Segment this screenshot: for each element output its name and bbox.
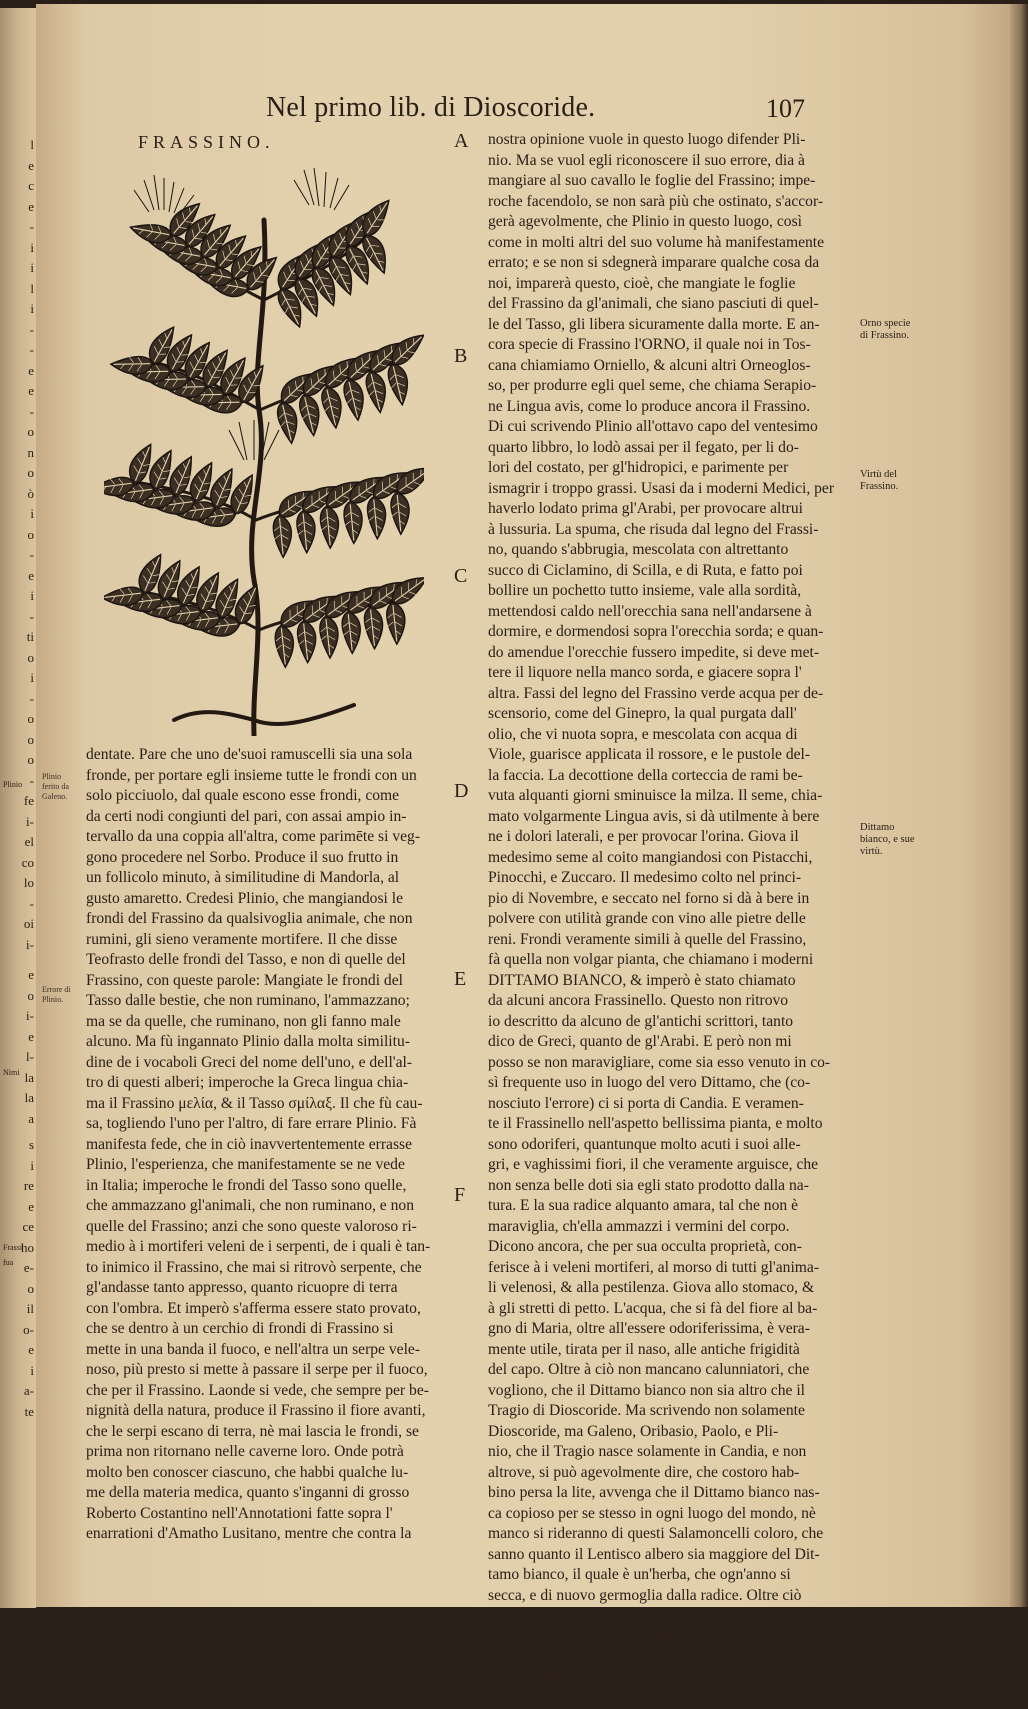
previous-page-fragment: i	[30, 670, 34, 685]
previous-page-fragment: -	[29, 321, 34, 337]
left-column-line: che se dentro à un cerchio di frondi di Frassino si	[86, 1320, 394, 1337]
right-column-line: bollire un pochetto tutto insieme, vale alla sordità,	[488, 582, 802, 599]
previous-page-fragment: l	[30, 280, 34, 296]
left-column-line: un follicolo minuto, à similitudine di Mandorla, al	[86, 869, 400, 886]
previous-page-fragment: l-	[26, 1049, 34, 1064]
left-column-line: sa, togliendo l'uno per l'altro, di fare errare Plinio. Fà	[86, 1115, 417, 1132]
left-column-line: Tasso dalle bestie, che non ruminano, l'ammazzano;	[86, 992, 410, 1009]
right-margin-note-line: Virtù del	[860, 469, 897, 480]
right-column-line: le del Tasso, gli libera sicuramente dalla morte. E an-	[488, 315, 820, 333]
previous-page-fragment: -	[29, 895, 34, 911]
right-column-line: gno di Maria, oltre all'essere odoriferissima, è vera-	[488, 1320, 810, 1337]
leaf	[320, 506, 339, 548]
previous-page-fragment: e	[28, 1028, 34, 1044]
right-column-line: ferisce à i veleni mortiferi, al morso di tutti gl'anima-	[488, 1258, 820, 1276]
right-column-line: del capo. Oltre à ciò non mancano calunniatori, che	[488, 1361, 810, 1378]
right-column-line: Tragio di Dioscoride. Ma scrivendo non solamente	[488, 1402, 805, 1419]
right-column-line: li velenosi, & alla pestilenza. Giova allo stomaco, &	[488, 1279, 815, 1296]
page-number: 107	[766, 94, 805, 123]
previous-page-fragment: e	[28, 567, 34, 583]
margin-letter: A	[454, 130, 469, 152]
previous-page-fragment: a-	[23, 1383, 34, 1398]
right-margin-note-line: virtù.	[860, 846, 883, 857]
previous-page-fragment: e	[28, 157, 34, 173]
previous-page-fragment: te	[24, 1403, 34, 1419]
left-column-line: che per il Frassino. Laonde si vede, che sempre per be-	[86, 1381, 429, 1399]
previous-page-fragment: -	[29, 342, 34, 357]
right-column-line: mile al Lentisco, così nel frutto, come nelle foglie,	[488, 1627, 803, 1645]
left-column-line: Teofrasto delle frondi del Tasso, e non di quelle del	[86, 951, 406, 968]
right-column-line: mangiare al suo cavallo le foglie del Frassino; impe-	[488, 172, 816, 189]
right-column-line: succo di Ciclamino, di Scilla, e di Ruta, e fatto poi	[488, 561, 803, 579]
previous-page-fragment: ho	[21, 1239, 34, 1255]
left-column-line: che ammazzano gl'animali, che non ruminano, e non	[86, 1197, 414, 1214]
right-column-line: reni. Frondi veramente simili à quelle del Frassino,	[488, 930, 807, 948]
leaf	[297, 620, 316, 663]
right-margin-note-line: bianco, e sue	[860, 834, 915, 845]
right-column-line: dico de Greci, quanto de gl'Arabi. E però non mi	[488, 1033, 792, 1050]
left-column-line: tro di questi alberi; imperoche la Greca lingua chia-	[86, 1074, 409, 1091]
right-column-line: altrove, si può agevolmente dire, che costoro hab-	[488, 1463, 800, 1481]
left-column-line: enarrationi d'Amatho Lusitano, mentre che contra la	[86, 1525, 412, 1542]
right-column-line: ne Lingua avis, come lo produce ancora il Frassino.	[488, 397, 811, 415]
left-margin-note-line: Plinio	[42, 772, 62, 781]
right-column-line: Pinocchi, e Zuccaro. Il medesimo colto nel princi-	[488, 869, 802, 886]
right-column-line: scensorio, come del Ginepro, la qual purgata dall'	[488, 705, 797, 722]
previous-page-fragment: fe	[23, 793, 34, 808]
right-column-line: sono odoriferi, quantunque molto acuti i suoi alle-	[488, 1135, 801, 1153]
previous-page-fragment: oi	[23, 916, 34, 931]
right-column-line: silique,	[488, 1689, 534, 1706]
left-column-line: me della materia medica, quanto s'inganni di grosso	[86, 1484, 410, 1501]
right-column-line: sì frequente uso in luogo del vero Dittamo, che (co-	[488, 1074, 811, 1091]
right-column-line: cora specie di Frassino l'ORNO, il quale noi in Tos-	[488, 336, 811, 353]
previous-page-fragment: el	[24, 834, 34, 849]
right-margin-note-line: Dittamo	[860, 822, 895, 833]
left-margin-note-line: Plinio.	[42, 995, 64, 1004]
leaf	[297, 511, 316, 553]
previous-page-fragment: o	[27, 752, 34, 767]
right-column-line: maraviglia, ch'ella ammazzi i vermini del corpo.	[488, 1217, 790, 1235]
left-column-line: Frassino, con queste parole: Mangiate le frondi del	[86, 971, 403, 989]
previous-page-fragment: il	[26, 1301, 34, 1316]
previous-page-fragment: -	[29, 547, 34, 562]
right-column-line: nosciuto l'errore) ci si porta di Candia. E veramen-	[488, 1094, 804, 1112]
right-column-line: do amendue l'orecchie fussero impedite, si deve met-	[488, 643, 820, 661]
previous-page-edge	[0, 8, 36, 1608]
right-column-line: gri, e vaghissimi fiori, il che veramente arguisce, che	[488, 1156, 819, 1173]
right-column-line: nostra opinione vuole in questo luogo difender Pli-	[488, 131, 806, 148]
left-column-line: da certi nodi congiunti del pari, con assai ampio in-	[86, 807, 407, 825]
previous-page-fragment: i-	[26, 936, 34, 952]
left-column-line: gl'andasse tanto appresso, quanto ricuopre di terra	[86, 1279, 398, 1296]
left-column-line: gono procedere nel Sorbo. Produce il suo frutto in	[86, 848, 399, 866]
left-column-line: solo picciuolo, dal quale escono esse frondi, come	[86, 787, 400, 804]
left-column-line: medio à i mortiferi veleni de i serpenti, de i quali è tan-	[86, 1238, 431, 1255]
previous-page-fragment: o-	[23, 1321, 34, 1337]
right-column-line: come in molti altri del suo volume hà manifestamente	[488, 233, 825, 251]
right-column-line: mettendosi caldo nell'orecchia sana nell'andarsene à	[488, 602, 812, 620]
ash-tree-woodcut-illustration	[104, 160, 424, 736]
previous-page-fragment: re	[23, 1178, 34, 1193]
left-column-line: ma se da quelle, che ruminano, non gli fanno male	[86, 1012, 401, 1030]
previous-page-fragment: la	[24, 1090, 34, 1105]
left-column-line: alcuno. Ma fù ingannato Plinio dalla molta similitu-	[86, 1033, 410, 1050]
running-head: Nel primo lib. di Dioscoride.	[266, 92, 596, 123]
right-column-line: ca copioso per se stesso in ogni luogo del mondo, nè	[488, 1504, 816, 1522]
previous-page-fragment: e	[28, 198, 34, 214]
left-column-line: nignità della natura, produce il Frassino il fiore avanti,	[86, 1402, 426, 1419]
leaf	[344, 501, 363, 543]
left-column-line: che le serpi escano di terra, nè mai lascia le frondi, se	[86, 1422, 419, 1440]
previous-page-margin-note: Frassi	[3, 1243, 23, 1252]
previous-page-fragment: i-	[26, 813, 34, 829]
right-column-line: te il Frassinello nell'aspetto bellissima pianta, e molto	[488, 1115, 823, 1132]
left-margin-note-line: ferito da	[42, 782, 69, 791]
leaf	[273, 515, 292, 557]
previous-page-fragment: e	[28, 362, 34, 378]
previous-page-fragment: i	[30, 260, 34, 275]
right-column-line: gerà agevolmente, che Plinio in questo luogo, così	[488, 213, 802, 230]
previous-page-fragment: e	[28, 967, 34, 982]
right-column-line: ismagrir i troppo grassi. Usasi da i moderni Medici, per	[488, 479, 835, 497]
leaf	[342, 377, 367, 421]
right-column-line: secca, e di nuovo germoglia dalla radice. Oltre ciò	[488, 1586, 802, 1604]
right-column-line: polvere con utilità grande con vino alle pietre delle	[488, 910, 806, 927]
previous-page-fragment: e	[28, 1198, 34, 1214]
right-column-line: sanno quanto il Lentisco albero sia maggiore del Dit-	[488, 1545, 820, 1563]
right-margin-note-line: di Frassino.	[860, 330, 910, 341]
section-title: FRASSINO.	[138, 132, 275, 152]
right-column-line: nio, che il Tragio nasce solamente in Candia, e non	[488, 1443, 807, 1460]
right-column-line: tura. E la sua radice alquanto amara, tal che non è	[488, 1197, 798, 1214]
right-column-line: olio, che vi nuota sopra, e mescolata con acqua di	[488, 725, 798, 743]
left-column-line: Plinio, l'esperienza, che manifestamente se ne vede	[86, 1156, 405, 1173]
previous-page-fragment: o	[27, 711, 34, 726]
right-column-line: altra. Fassi del legno del Frassino verde acqua per de-	[488, 684, 824, 702]
left-column-line: Roberto Costantino nell'Annotationi fatte sopra l'	[86, 1504, 393, 1522]
left-column-line: gusto amaretto. Credesi Plinio, che mangiandosi le	[86, 889, 404, 907]
previous-page-margin-note: Nimi	[3, 1068, 20, 1077]
right-margin-note-line: Frassino.	[860, 481, 899, 492]
leaf	[364, 607, 383, 650]
right-column-line: cana chiamiamo Orniello, & alcuni altri Orneoglos-	[488, 356, 811, 374]
left-column-line: quelle del Frassino; anzi che sono queste valoroso ri-	[86, 1217, 417, 1235]
left-column-line: to inimico il Frassino, che mai si ritrovò serpente, che	[86, 1258, 422, 1276]
previous-page-fragment: o	[27, 1280, 34, 1296]
left-column-line: in Italia; imperoche le frondi del Tasso sono quelle,	[86, 1176, 407, 1194]
right-column-line: DITTAMO BIANCO, & imperò è stato chiamato	[488, 971, 796, 989]
right-column-line: à gli stretti di petto. L'acqua, che si fà del fiore al ba-	[488, 1299, 818, 1317]
previous-page-fragment: -	[29, 772, 34, 788]
margin-letter: C	[454, 565, 468, 587]
left-column-line: dine de i vocaboli Greci del nome dell'uno, e dell'al-	[86, 1053, 413, 1071]
previous-page-fragment: i	[30, 1362, 34, 1378]
right-column-line: ne i dolori laterali, e per provocar l'orina. Giova il	[488, 828, 799, 845]
previous-page-fragment: o	[27, 465, 34, 480]
previous-page-fragment: lo	[23, 875, 34, 890]
right-column-line: lori del costato, per gl'hidropici, e parimente per	[488, 459, 789, 476]
previous-page-fragment: a	[28, 1110, 34, 1126]
right-column-line: tamo bianco, il quale è un'herba, che ogn'anno si	[488, 1566, 791, 1583]
previous-page-fragment: i	[30, 301, 34, 316]
previous-page-fragment: n	[27, 444, 34, 460]
right-column-line: posso se non maravigliare, come sia esso venuto in co-	[488, 1053, 831, 1071]
leaf	[320, 385, 345, 429]
right-column-line: roche facendolo, se non sarà più che ostinato, s'accor-	[488, 192, 824, 210]
left-column-line: frondi del Frassino da qualsivoglia animale, che non	[86, 910, 413, 927]
right-column-line: Di cui scrivendo Plinio all'ottavo capo del ventesimo	[488, 418, 818, 435]
previous-page-fragment: i	[30, 1157, 34, 1173]
left-column-line: fronde, per portare egli insieme tutte le frondi con un	[86, 766, 417, 784]
right-column-line: la faccia. La decottione della corteccia de rami be-	[488, 766, 803, 784]
right-column-line: medesimo seme al coito mangiandosi con Pistacchi,	[488, 848, 813, 866]
right-column-line: mente utile, tirata per il naso, alle antiche frigidità	[488, 1340, 800, 1358]
right-column-line: so, per produrre egli quel seme, che chiama Serapio-	[488, 377, 817, 394]
previous-page-margin-note: Plinio	[3, 780, 23, 789]
right-column-line: Dicono ancora, che per sua occulta proprietà, con-	[488, 1238, 802, 1255]
previous-page-fragment: i	[30, 588, 34, 603]
left-margin-note-line: Errore di	[42, 985, 71, 994]
left-column-line: ma il Frassino μελία, & il Tasso σμίλαξ. Il che fù cau-	[86, 1094, 423, 1112]
right-column-line: manco si rideranno di questi Salamoncelli coloro, che	[488, 1525, 824, 1542]
previous-page-fragment: s	[28, 1137, 34, 1152]
previous-page-fragment: o	[27, 649, 34, 665]
previous-page-fragment: o	[27, 987, 34, 1003]
left-column-line: molto ben conoscer ciascuno, che habbi qualche lu-	[86, 1463, 409, 1481]
right-column-line: scrivendo Dioscoride, che il Tragio è una pianta si-	[488, 1607, 807, 1624]
leaf	[276, 400, 301, 444]
previous-page-margin-note: fua	[3, 1258, 14, 1267]
right-column-line: quarto libbro, lo lodò assai per il fegato, per li do-	[488, 438, 799, 456]
right-column-line: del Frassino da gl'animali, che siano pasciuti di quel-	[488, 295, 819, 312]
right-margin-note-line: Orno specie	[860, 318, 911, 329]
right-column-line: tere il liquore nella manco sorda, e giacere sopra l'	[488, 664, 802, 681]
leaf	[391, 492, 410, 534]
left-column-line: dentate. Pare che uno de'suoi ramuscelli sia una sola	[86, 746, 413, 763]
previous-page-fragment: ti	[26, 629, 34, 644]
previous-page-fragment: l	[30, 137, 34, 152]
left-column-line: con l'ombra. Et imperò s'afferma essere stato provato,	[86, 1299, 421, 1317]
right-column-line: io descritto da alcuno de gl'antichi scrittori, tanto	[488, 1012, 794, 1030]
right-column-line: Viole, guarisce applicata il rossore, e le pustole del-	[488, 746, 811, 763]
previous-page-fragment: -	[29, 608, 34, 624]
previous-page-fragment: i	[30, 506, 34, 521]
right-column-line: da alcuni ancora Frassinello. Questo non ritrovo	[488, 992, 789, 1009]
previous-page-fragment: e	[28, 383, 34, 398]
woodcut-leaves	[104, 195, 424, 668]
previous-page-fragment: i	[30, 239, 34, 255]
leaf	[298, 393, 323, 437]
margin-letter: B	[454, 345, 468, 367]
previous-page-fragment: -	[29, 690, 34, 706]
right-column-line: e ne i rami, vorrei, che mi dicessero coloro, ove vid-	[488, 1648, 815, 1665]
previous-page-fragment: la	[24, 1069, 34, 1085]
right-column-line: haverlo lodato prima gl'Arabi, per provocare altrui	[488, 500, 803, 517]
leaf	[386, 362, 411, 406]
right-column-line: no, quando s'abbrugia, mescolata con altrettanto	[488, 541, 789, 558]
leaf	[319, 616, 338, 659]
right-column-line: non senza belle doti sia egli stato prodotto dalla na-	[488, 1176, 809, 1194]
previous-page-fragment: -	[29, 219, 34, 234]
previous-page-fragment: o	[27, 526, 34, 542]
previous-page-fragment: e	[28, 1342, 34, 1357]
right-column-line: fà quella non volgar pianta, che chiamano i moderni	[488, 951, 814, 968]
leaf	[364, 370, 389, 414]
previous-page-fragment: ce	[22, 1219, 34, 1234]
right-column-line: pio di Novembre, e seccato nel forno si dà à bere in	[488, 889, 810, 907]
right-column-line: dero mai Lentisco, che producesse il frutto nelle	[488, 1668, 789, 1686]
right-column-line: nio. Ma se vuol egli riconoscere il suo errore, dia à	[488, 151, 805, 169]
previous-page-fragment: o	[27, 424, 34, 439]
right-column-line: vogliono, che il Dittamo bianco non sia altro che il	[488, 1381, 805, 1399]
left-margin-note-line: Galeno.	[42, 792, 68, 801]
previous-page-fragment: e-	[23, 1260, 34, 1275]
left-column-line: rumini, gli sieno veramente mortifere. Il che disse	[86, 930, 398, 948]
previous-page-fragment: o	[27, 731, 34, 747]
right-column-line: dormire, e dormendosi sopra l'orecchia sorda; e quan-	[488, 623, 824, 640]
right-column-line: à lussuria. La spuma, che risuda dal legno del Frassi-	[488, 520, 819, 538]
leaf	[386, 602, 405, 645]
leaf	[275, 625, 294, 668]
right-column-line: Dioscoride, ma Galeno, Oribasio, Paolo, e Pli-	[488, 1422, 779, 1440]
margin-letter: E	[454, 968, 467, 990]
left-column-line: noso, più presto si mette à passare il serpe per il fuoco,	[86, 1361, 428, 1378]
right-column-line: mato volgarmente Lingua avis, si dà utilmente à bere	[488, 807, 820, 825]
left-column-line: prima non ritornano nelle caverne loro. Onde potrà	[86, 1443, 404, 1460]
previous-page-fragment: c	[28, 178, 34, 193]
right-column-line: noi, imparerà questo, cioè, che mangiate le foglie	[488, 274, 796, 292]
previous-page-fragment: i-	[26, 1008, 34, 1023]
right-column-line: errato; e se non si sdegnerà imparare qualche cosa da	[488, 254, 820, 271]
previous-page-fragment: -	[29, 403, 34, 419]
leaf	[342, 611, 361, 654]
left-column-line: manifesta fede, che in ciò inavvertentemente errasse	[86, 1135, 413, 1153]
page-edge-shadow	[1010, 4, 1028, 1607]
leaf	[367, 497, 386, 539]
right-column-line: vuta alquanti giorni sminuisce la milza. Il seme, chia-	[488, 787, 823, 804]
previous-page-fragment: co	[21, 854, 34, 870]
left-column-line: mette in una banda il fuoco, e nell'altra un serpe vele-	[86, 1340, 421, 1358]
margin-letter: D	[454, 780, 469, 802]
previous-page-fragment: ò	[27, 485, 34, 501]
right-column-line: bino persa la lite, avvenga che il Dittamo bianco nas-	[488, 1484, 820, 1501]
margin-letter: F	[454, 1184, 466, 1206]
left-column-line: tervallo da una coppia all'altra, come parimēte si veg-	[86, 828, 421, 845]
